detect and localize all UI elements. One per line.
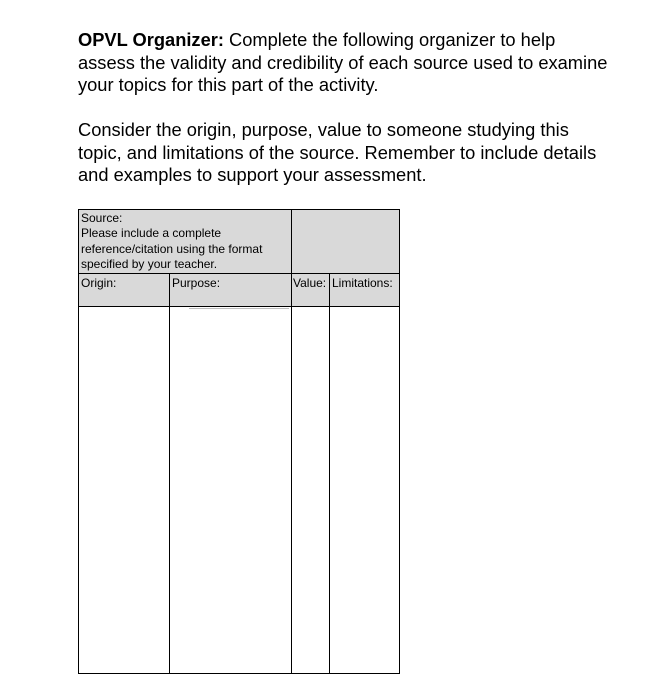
value-entry-cell[interactable] xyxy=(292,307,330,673)
purpose-underline xyxy=(189,308,289,309)
intro-paragraph xyxy=(78,29,608,97)
opvl-organizer-table xyxy=(78,209,400,674)
intro-text: Complete the following organizer to help assess the validity and credibility of each source used to examine your topics for this part of the activity. xyxy=(78,29,608,95)
purpose-entry-cell[interactable] xyxy=(170,307,292,673)
source-label: Source: xyxy=(81,211,123,225)
limitations-entry-cell[interactable] xyxy=(330,307,399,673)
origin-entry-cell[interactable] xyxy=(79,307,170,673)
source-blank-cell xyxy=(292,210,399,274)
header-value: Value: xyxy=(292,274,330,306)
header-purpose: Purpose: xyxy=(170,274,292,306)
source-note: Please include a complete reference/citation using the format specified by your teacher. xyxy=(81,226,263,271)
source-cell[interactable] xyxy=(79,210,292,274)
intro-heading: OPVL Organizer: xyxy=(78,29,224,50)
header-limitations: Limitations: xyxy=(330,274,399,306)
source-divider xyxy=(79,273,399,274)
instructions-paragraph: Consider the origin, purpose, value to someone studying this topic, and limitations of the source. Remember to include details and examples to support your assessment. xyxy=(78,119,597,185)
header-origin: Origin: xyxy=(79,274,170,306)
